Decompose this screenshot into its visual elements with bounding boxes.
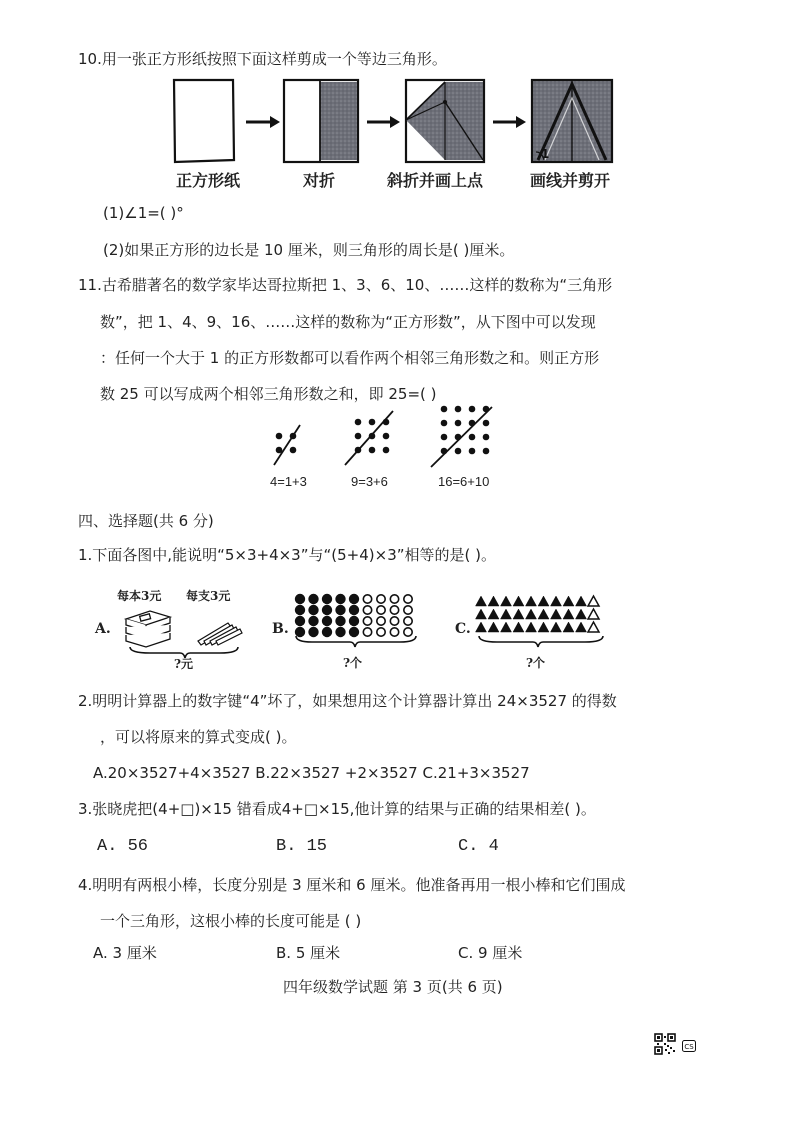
q11-line4: 数 25 可以写成两个相邻三角形数之和，即 25=( ) (100, 385, 437, 403)
hollow-triangle (588, 596, 599, 606)
mc4-line1: 4.明明有两根小棒，长度分别是 3 厘米和 6 厘米。他准备再用一根小棒和它们围成 (78, 876, 626, 894)
filled-triangle (538, 609, 549, 619)
filled-triangle (476, 596, 487, 606)
filled-dot (308, 605, 318, 615)
qr-code-icon (654, 1033, 676, 1055)
mc1-question: 1.下面各图中,能说明“5×3+4×3”与“(5+4)×3”相等的是( )。 (78, 546, 496, 564)
filled-triangle (563, 622, 574, 632)
filled-dot (295, 627, 305, 637)
filled-triangle (476, 609, 487, 619)
mc4-option-b: B. 5 厘米 (276, 944, 341, 962)
hollow-dot (390, 628, 398, 636)
filled-triangle (563, 609, 574, 619)
filled-triangle (563, 596, 574, 606)
filled-dot (335, 616, 345, 626)
diagonal-fold-figure (406, 80, 484, 162)
filled-triangle (488, 622, 499, 632)
filled-triangle (526, 622, 537, 632)
option-a-label: A. (95, 621, 111, 637)
hollow-dot (377, 595, 385, 603)
filled-dot (308, 627, 318, 637)
option-c-label: C. (455, 621, 471, 637)
hollow-dot (404, 628, 412, 636)
q11-line1: 11.古希腊著名的数学家毕达哥拉斯把 1、3、6、10、……这样的数称为“三角形 (78, 276, 613, 294)
filled-triangle (513, 609, 524, 619)
folded-paper-figure (284, 80, 358, 162)
camscanner-logo-icon (682, 1040, 696, 1052)
section-title: 四、选择题(共 6 分) (78, 512, 214, 530)
filled-dot (349, 594, 359, 604)
hollow-dot (390, 606, 398, 614)
mc4-option-a: A. 3 厘米 (93, 944, 157, 962)
q11-line2: 数”，把 1、4、9、16、……这样的数称为“正方形数”，从下图中可以发现 (100, 313, 596, 331)
hollow-dot (363, 606, 371, 614)
hollow-dot (377, 628, 385, 636)
filled-dot (295, 605, 305, 615)
filled-triangle (576, 596, 587, 606)
filled-dot (322, 627, 332, 637)
filled-triangle (501, 596, 512, 606)
mc4-option-c: C. 9 厘米 (458, 944, 523, 962)
hollow-dot (390, 617, 398, 625)
books-and-pens-figure (120, 603, 245, 661)
price-per-pen: 每支3元 (186, 589, 231, 603)
filled-dot (308, 594, 318, 604)
mc2-line2: ，可以将原来的算式变成( )。 (100, 728, 297, 746)
mc2-line1: 2.明明计算器上的数字键“4”坏了，如果想用这个计算器计算出 24×3527 的得数 (78, 692, 617, 710)
filled-triangle (526, 609, 537, 619)
mc3-option-b: B. 15 (276, 837, 328, 856)
filled-triangle (488, 609, 499, 619)
filled-dot (322, 605, 332, 615)
filled-triangle (526, 596, 537, 606)
dot-caption-1: 4=1+3 (270, 474, 307, 489)
dot-caption-3: 16=6+10 (438, 474, 490, 489)
arrow-head-icon (516, 116, 526, 128)
q10-title: 10.用一张正方形纸按照下面这样剪成一个等边三角形。 (78, 50, 447, 68)
filled-dot (322, 616, 332, 626)
angle-1-mark: 1 (541, 147, 550, 161)
hollow-dot (377, 617, 385, 625)
filled-triangle (538, 622, 549, 632)
filled-dot (295, 616, 305, 626)
pen-bundle-icon (198, 623, 242, 645)
dot-caption-2: 9=3+6 (351, 474, 388, 489)
hollow-triangle (588, 622, 599, 632)
hollow-dot (363, 617, 371, 625)
filled-triangle (538, 596, 549, 606)
caption-diagonal-fold: 斜折并画上点 (387, 171, 484, 190)
mc3-question: 3.张晓虎把(4+□)×15 错看成4+□×15,他计算的结果与正确的结果相差( )。 (78, 800, 596, 818)
dot-array-figure (292, 592, 422, 652)
hollow-dot (390, 595, 398, 603)
arrow-head-icon (390, 116, 400, 128)
filled-dot (335, 627, 345, 637)
q10-sub1: (1)∠1=( )° (103, 204, 184, 222)
filled-dot (322, 594, 332, 604)
filled-dot (335, 605, 345, 615)
triangle-array-figure (475, 592, 610, 652)
filled-dot (349, 616, 359, 626)
filled-dot (335, 594, 345, 604)
svg-text:CS: CS (684, 1043, 694, 1051)
hollow-triangle (588, 609, 599, 619)
hollow-dot (377, 606, 385, 614)
arrow-head-icon (270, 116, 280, 128)
option-a-total: ?元 (174, 657, 194, 671)
filled-triangle (501, 609, 512, 619)
filled-dot (349, 605, 359, 615)
option-c-total: ?个 (526, 656, 546, 670)
mc3-option-c: C. 4 (458, 837, 499, 856)
option-b-label: B. (272, 621, 289, 637)
filled-triangle (551, 609, 562, 619)
hollow-dot (363, 595, 371, 603)
caption-fold: 对折 (303, 171, 336, 190)
filled-dot (295, 594, 305, 604)
q10-sub2: (2)如果正方形的边长是 10 厘米，则三角形的周长是( )厘米。 (103, 241, 515, 259)
filled-triangle (513, 596, 524, 606)
mc3-option-a: A. 56 (97, 837, 149, 856)
hollow-dot (404, 606, 412, 614)
filled-dot (349, 627, 359, 637)
mc2-options: A.20×3527+4×3527 B.22×3527 +2×3527 C.21+3×3527 (93, 764, 530, 782)
mc4-line2: 一个三角形，这根小棒的长度可能是 ( ) (100, 912, 362, 930)
q11-line3: ：任何一个大于 1 的正方形数都可以看作两个相邻三角形数之和。则正方形 (100, 349, 600, 367)
hollow-dot (404, 595, 412, 603)
option-b-total: ?个 (343, 656, 363, 670)
filled-triangle (551, 596, 562, 606)
filled-triangle (513, 622, 524, 632)
filled-triangle (576, 609, 587, 619)
book-stack-icon (126, 611, 170, 647)
hollow-dot (363, 628, 371, 636)
caption-cut: 画线并剪开 (530, 171, 611, 190)
filled-triangle (476, 622, 487, 632)
price-per-book: 每本3元 (117, 589, 162, 603)
caption-square: 正方形纸 (176, 171, 241, 190)
hollow-dot (404, 617, 412, 625)
filled-triangle (551, 622, 562, 632)
dots-4x4 (441, 406, 490, 455)
filled-dot (308, 616, 318, 626)
filled-triangle (576, 622, 587, 632)
filled-triangle (488, 596, 499, 606)
filled-triangle (501, 622, 512, 632)
page-footer: 四年级数学试题 第 3 页(共 6 页) (283, 978, 503, 996)
square-paper-figure (174, 80, 234, 162)
square-number-dot-diagram (260, 405, 510, 473)
